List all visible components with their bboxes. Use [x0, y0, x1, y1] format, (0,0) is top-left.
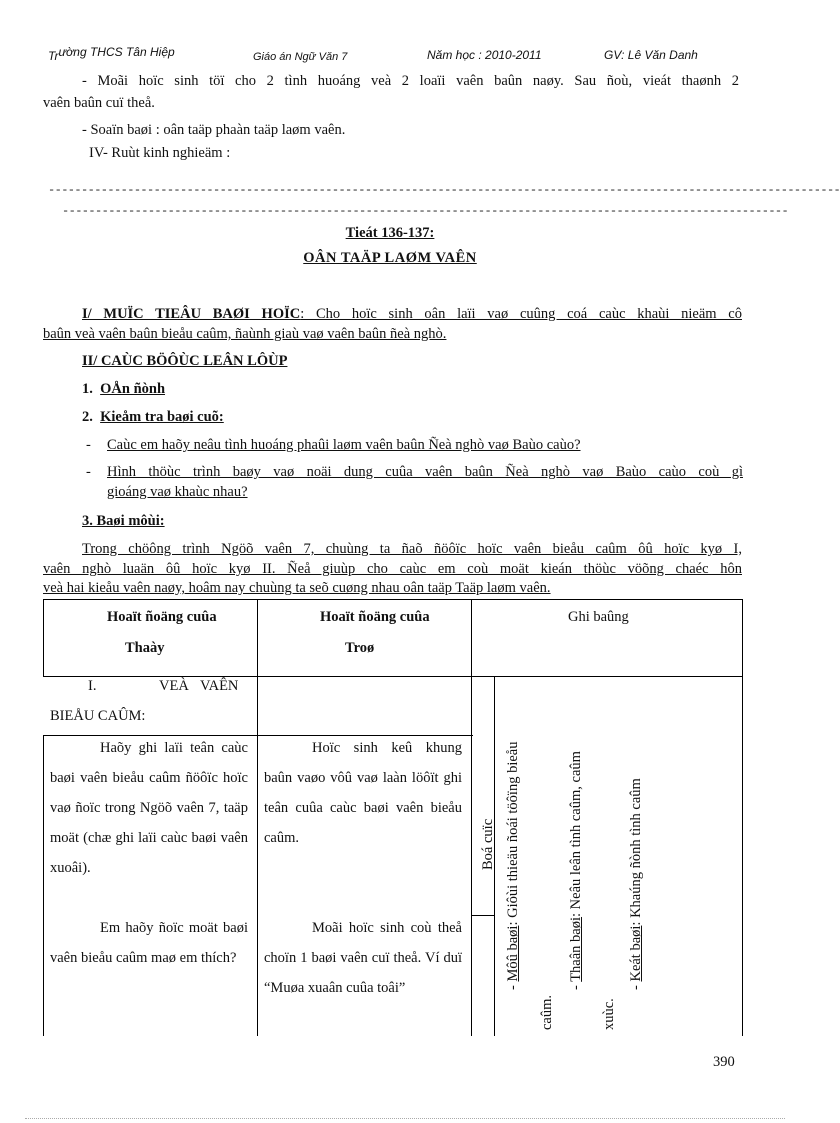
- mo-bai-text: : Giôùi thieäu ñoái töôïng bieåu: [505, 741, 521, 926]
- student-answer-2: Moãi hoïc sinh coù theå choïn 1 baøi vaên cuï theå. Ví duï “Muøa xuaân cuûa toâi”: [264, 920, 462, 996]
- header-year: Năm học : 2010-2011: [427, 48, 542, 62]
- bottom-edge: [25, 1118, 785, 1119]
- step-2-label: Kieåm tra baøi cuõ:: [100, 409, 224, 425]
- col2-header-2: Troø: [345, 640, 375, 656]
- teacher-question-2: Em haõy ñoïc moät baøi vaên bieåu caûm maø em thích?: [50, 920, 248, 966]
- ket-bai-line: [628, 778, 645, 990]
- header-school: [48, 45, 175, 63]
- question-1: Caùc em haõy neâu tình huoáng phaûi laøm vaên baûn Ñeà nghò vaø Baùo caùo?: [107, 437, 581, 453]
- question-2-line-2: gioáng vaø khaùc nhau?: [107, 484, 248, 500]
- intro-line-4: IV- Ruùt kinh nghieäm :: [89, 145, 231, 161]
- intro-line-1: - Moãi hoïc sinh töï cho 2 tình huoáng veà 2 loaïi vaên baûn naøy. Sau ñoù, vieát thaønh 2: [82, 73, 739, 89]
- intro-line-2: vaên baûn cuï theå.: [43, 95, 155, 111]
- table-header-bottom: [43, 676, 743, 677]
- ghi-bang-inner-divider: [471, 915, 495, 916]
- mo-bai-label: Môû baøi: [505, 925, 521, 982]
- than-bai-dash: -: [568, 981, 584, 990]
- step-1: [82, 381, 165, 398]
- new-lesson-line-3: veà hai kieåu vaên naøy, hoâm nay chuùng ta seõ cuøng nhau oân taäp Taäp laøm vaên.: [43, 580, 551, 596]
- lesson-title: OÂN TAÄP LAØM VAÊN: [303, 250, 477, 266]
- teacher-question-1: Haõy ghi laïi teân caùc baøi vaên bieåu caûm ñöôïc hoïc vaø ñoïc trong Ngöõ vaên 7, taäp moät (chæ ghi laïi caùc baøi vaên xuoâi).: [50, 740, 248, 876]
- page-number: 390: [713, 1054, 735, 1070]
- col1-header-2: Thaày: [125, 640, 165, 656]
- step-2-num: 2.: [82, 409, 93, 425]
- col3-header: Ghi baûng: [568, 609, 629, 625]
- mo-bai-line: [505, 742, 522, 991]
- dash-separator-2: --------------------------------------------------------------------------------------------------------------: [62, 204, 789, 218]
- col1-header-1: Hoaït ñoäng cuûa: [107, 609, 217, 625]
- question-2-dash: -: [86, 464, 91, 480]
- table-border-left: [43, 599, 44, 677]
- step-3-label: 3. Baøi môùi:: [82, 513, 165, 529]
- than-bai-text: : Neâu leân tình caûm, caûm: [568, 751, 584, 917]
- steps-heading: II/ CAÙC BÖÔÙC LEÂN LÔÙP: [82, 353, 288, 369]
- student-answer-1: Hoïc sinh keû khung baûn vaøo vôû vaø laàn löôït ghi teân cuûa caùc baøi vaên bieåu caûm.: [264, 740, 462, 846]
- question-2-line-1: Hình thöùc trình baøy vaø noäi dung cuûa vaên baûn Ñeà nghò vaø Baùo caùo coù gì: [107, 464, 743, 480]
- objectives-line-2: baûn veà vaên baûn bieåu caûm, ñaùnh giaù vaø vaên baûn ñeà nghò.: [43, 326, 447, 342]
- than-bai-tail: xuùc.: [601, 998, 617, 1030]
- step-1-label: OÅn ñònh: [100, 381, 166, 397]
- lesson-number: Tieát 136-137:: [345, 225, 435, 241]
- intro-line-3: - Soaïn baøi : oân taäp phaàn taäp laøm vaên.: [82, 122, 346, 138]
- than-bai-label: Thaân baøi: [568, 916, 584, 982]
- section-b: VEÀ: [159, 678, 189, 694]
- header-teacher: GV: Lê Văn Danh: [604, 48, 698, 62]
- header-school-t: Tr: [48, 49, 59, 63]
- than-bai-line: [568, 751, 585, 990]
- objectives-line-1: [82, 306, 742, 323]
- table-col-divider-1: [257, 599, 258, 1036]
- section-heading-line-2: BIEÅU CAÛM:: [50, 708, 146, 724]
- header-school-rest: ường THCS Tân Hiệp: [58, 45, 175, 59]
- header-plan: Giáo án Ngữ Văn 7: [253, 51, 348, 63]
- objectives-label: I/ MUÏC TIEÂU BAØI HOÏC: [82, 306, 301, 322]
- mo-bai-dash: -: [505, 981, 521, 990]
- mo-bai-tail: caûm.: [539, 994, 555, 1030]
- table-border-left-lower: [43, 736, 44, 1036]
- question-1-dash: -: [86, 437, 91, 453]
- bo-cuc-label: Boá cuïc: [480, 818, 496, 870]
- step-2: [82, 409, 224, 426]
- dash-separator-1: ------------------------------------------------------------------------------------------------------------------------: [48, 183, 840, 197]
- table-border-top: [43, 599, 743, 600]
- ket-bai-dash: -: [628, 981, 644, 990]
- ket-bai-text: : Khaúng ñònh tình caûm: [628, 778, 644, 926]
- objectives-text-1: : Cho hoïc sinh oân laïi vaø cuûng coá caùc khaùi nieäm cô: [300, 306, 742, 322]
- new-lesson-line-2: vaên nghò luaän ôû hoïc kyø II. Ñeå giuùp cho caùc em coù moät kieán thöùc vöõng chaéc hôn: [43, 561, 742, 577]
- step-1-num: 1.: [82, 381, 93, 397]
- section-c: VAÊN: [200, 678, 239, 694]
- section-a: I.: [88, 678, 97, 694]
- ket-bai-label: Keát baøi: [628, 925, 644, 982]
- col2-header-1: Hoaït ñoäng cuûa: [320, 609, 430, 625]
- table-border-right: [742, 599, 743, 1036]
- new-lesson-line-1: Trong chöông trình Ngöõ vaên 7, chuùng ta ñaõ ñöôïc hoïc vaên bieåu caûm ôû hoïc kyø I,: [82, 541, 742, 557]
- table-col-divider-2: [471, 599, 472, 1036]
